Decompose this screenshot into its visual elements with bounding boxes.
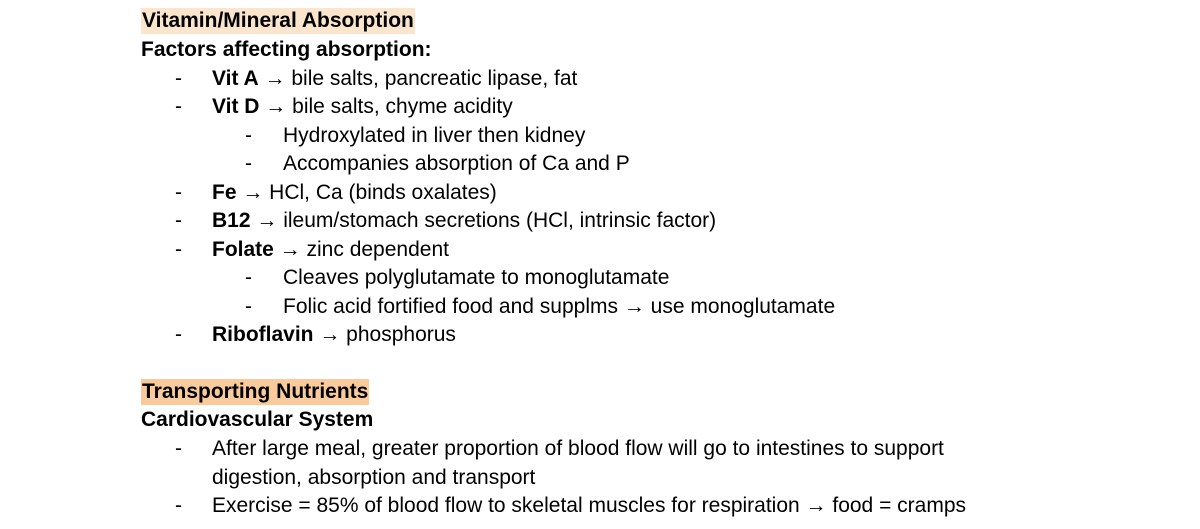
item-text-line-2: digestion, absorption and transport — [212, 466, 536, 489]
bullet-dash: - — [245, 295, 252, 318]
section-heading-vitamin-mineral-absorption: Vitamin/Mineral Absorption — [142, 9, 414, 32]
sub-item-text: Accompanies absorption of Ca and P — [283, 152, 630, 175]
subheading-cardiovascular-system: Cardiovascular System — [141, 408, 374, 431]
sub-item-text: Cleaves polyglutamate to monoglutamate — [283, 266, 670, 289]
bullet-dash: - — [175, 67, 182, 90]
bullet-dash: - — [245, 266, 252, 289]
term-description: → HCl, Ca (binds oxalates) — [236, 181, 497, 204]
bullet-dash: - — [175, 209, 182, 232]
term-description: → phosphorus — [313, 323, 456, 346]
bullet-dash: - — [175, 494, 182, 517]
subheading-factors-affecting-absorption: Factors affecting absorption: — [141, 38, 432, 61]
bullet-dash: - — [175, 181, 182, 204]
term-description: → ileum/stomach secretions (HCl, intrinsic factor) — [250, 209, 717, 232]
bullet-dash: - — [175, 323, 182, 346]
term-description: → bile salts, chyme acidity — [259, 95, 513, 118]
sub-item-text: Hydroxylated in liver then kidney — [283, 124, 586, 147]
item-text-line-1: After large meal, greater proportion of blood flow will go to intestines to support — [212, 437, 944, 460]
term-label: Vit D — [212, 95, 260, 118]
bullet-dash: - — [175, 238, 182, 261]
sub-item-text: Folic acid fortified food and supplms → use monoglutamate — [283, 295, 836, 318]
term-description: → zinc dependent — [273, 238, 449, 261]
term-description: → bile salts, pancreatic lipase, fat — [258, 67, 578, 90]
term-label: Vit A — [212, 67, 259, 90]
term-label: B12 — [212, 209, 251, 232]
bullet-dash: - — [175, 95, 182, 118]
item-text-line-1: Exercise = 85% of blood flow to skeletal muscles for respiration → food = cramps — [212, 494, 967, 517]
section-heading-transporting-nutrients: Transporting Nutrients — [142, 380, 369, 403]
bullet-dash: - — [245, 124, 252, 147]
term-label: Riboflavin — [212, 323, 314, 346]
term-label: Folate — [212, 238, 274, 261]
bullet-dash: - — [175, 437, 182, 460]
term-label: Fe — [212, 181, 237, 204]
bullet-dash: - — [245, 152, 252, 175]
